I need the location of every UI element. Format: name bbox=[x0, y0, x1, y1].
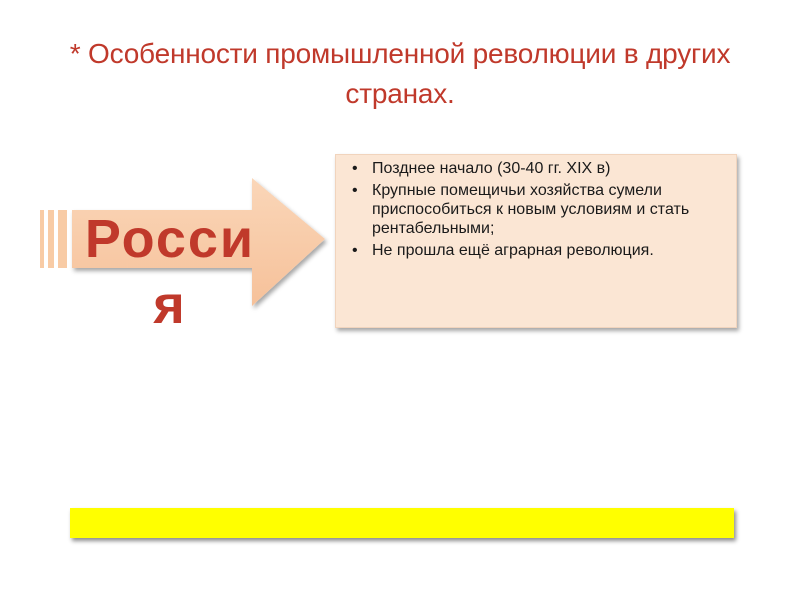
bullet-icon: • bbox=[352, 160, 358, 177]
list-item bbox=[352, 159, 724, 178]
list-item bbox=[352, 241, 724, 260]
yellow-bar bbox=[70, 508, 734, 538]
points-list bbox=[350, 159, 724, 260]
slide-title: * Особенности промышленной революции в других странах. bbox=[69, 38, 731, 109]
arrow-stripe bbox=[58, 210, 67, 268]
point-text: Не прошла ещё аграрная революция. bbox=[372, 242, 654, 259]
list-item bbox=[352, 181, 724, 238]
point-text: Крупные помещичьи хозяйства сумели приспособиться к новым условиям и стать рентабельными; bbox=[372, 182, 690, 237]
bullet-icon: • bbox=[352, 182, 358, 199]
arrow-stripe bbox=[40, 210, 44, 268]
arrow-stripe bbox=[48, 210, 54, 268]
point-text: Позднее начало (30-40 гг. XIX в) bbox=[372, 160, 611, 177]
text-box bbox=[335, 154, 737, 328]
bullet-icon: • bbox=[352, 242, 358, 259]
country-label: Россия bbox=[84, 209, 256, 335]
